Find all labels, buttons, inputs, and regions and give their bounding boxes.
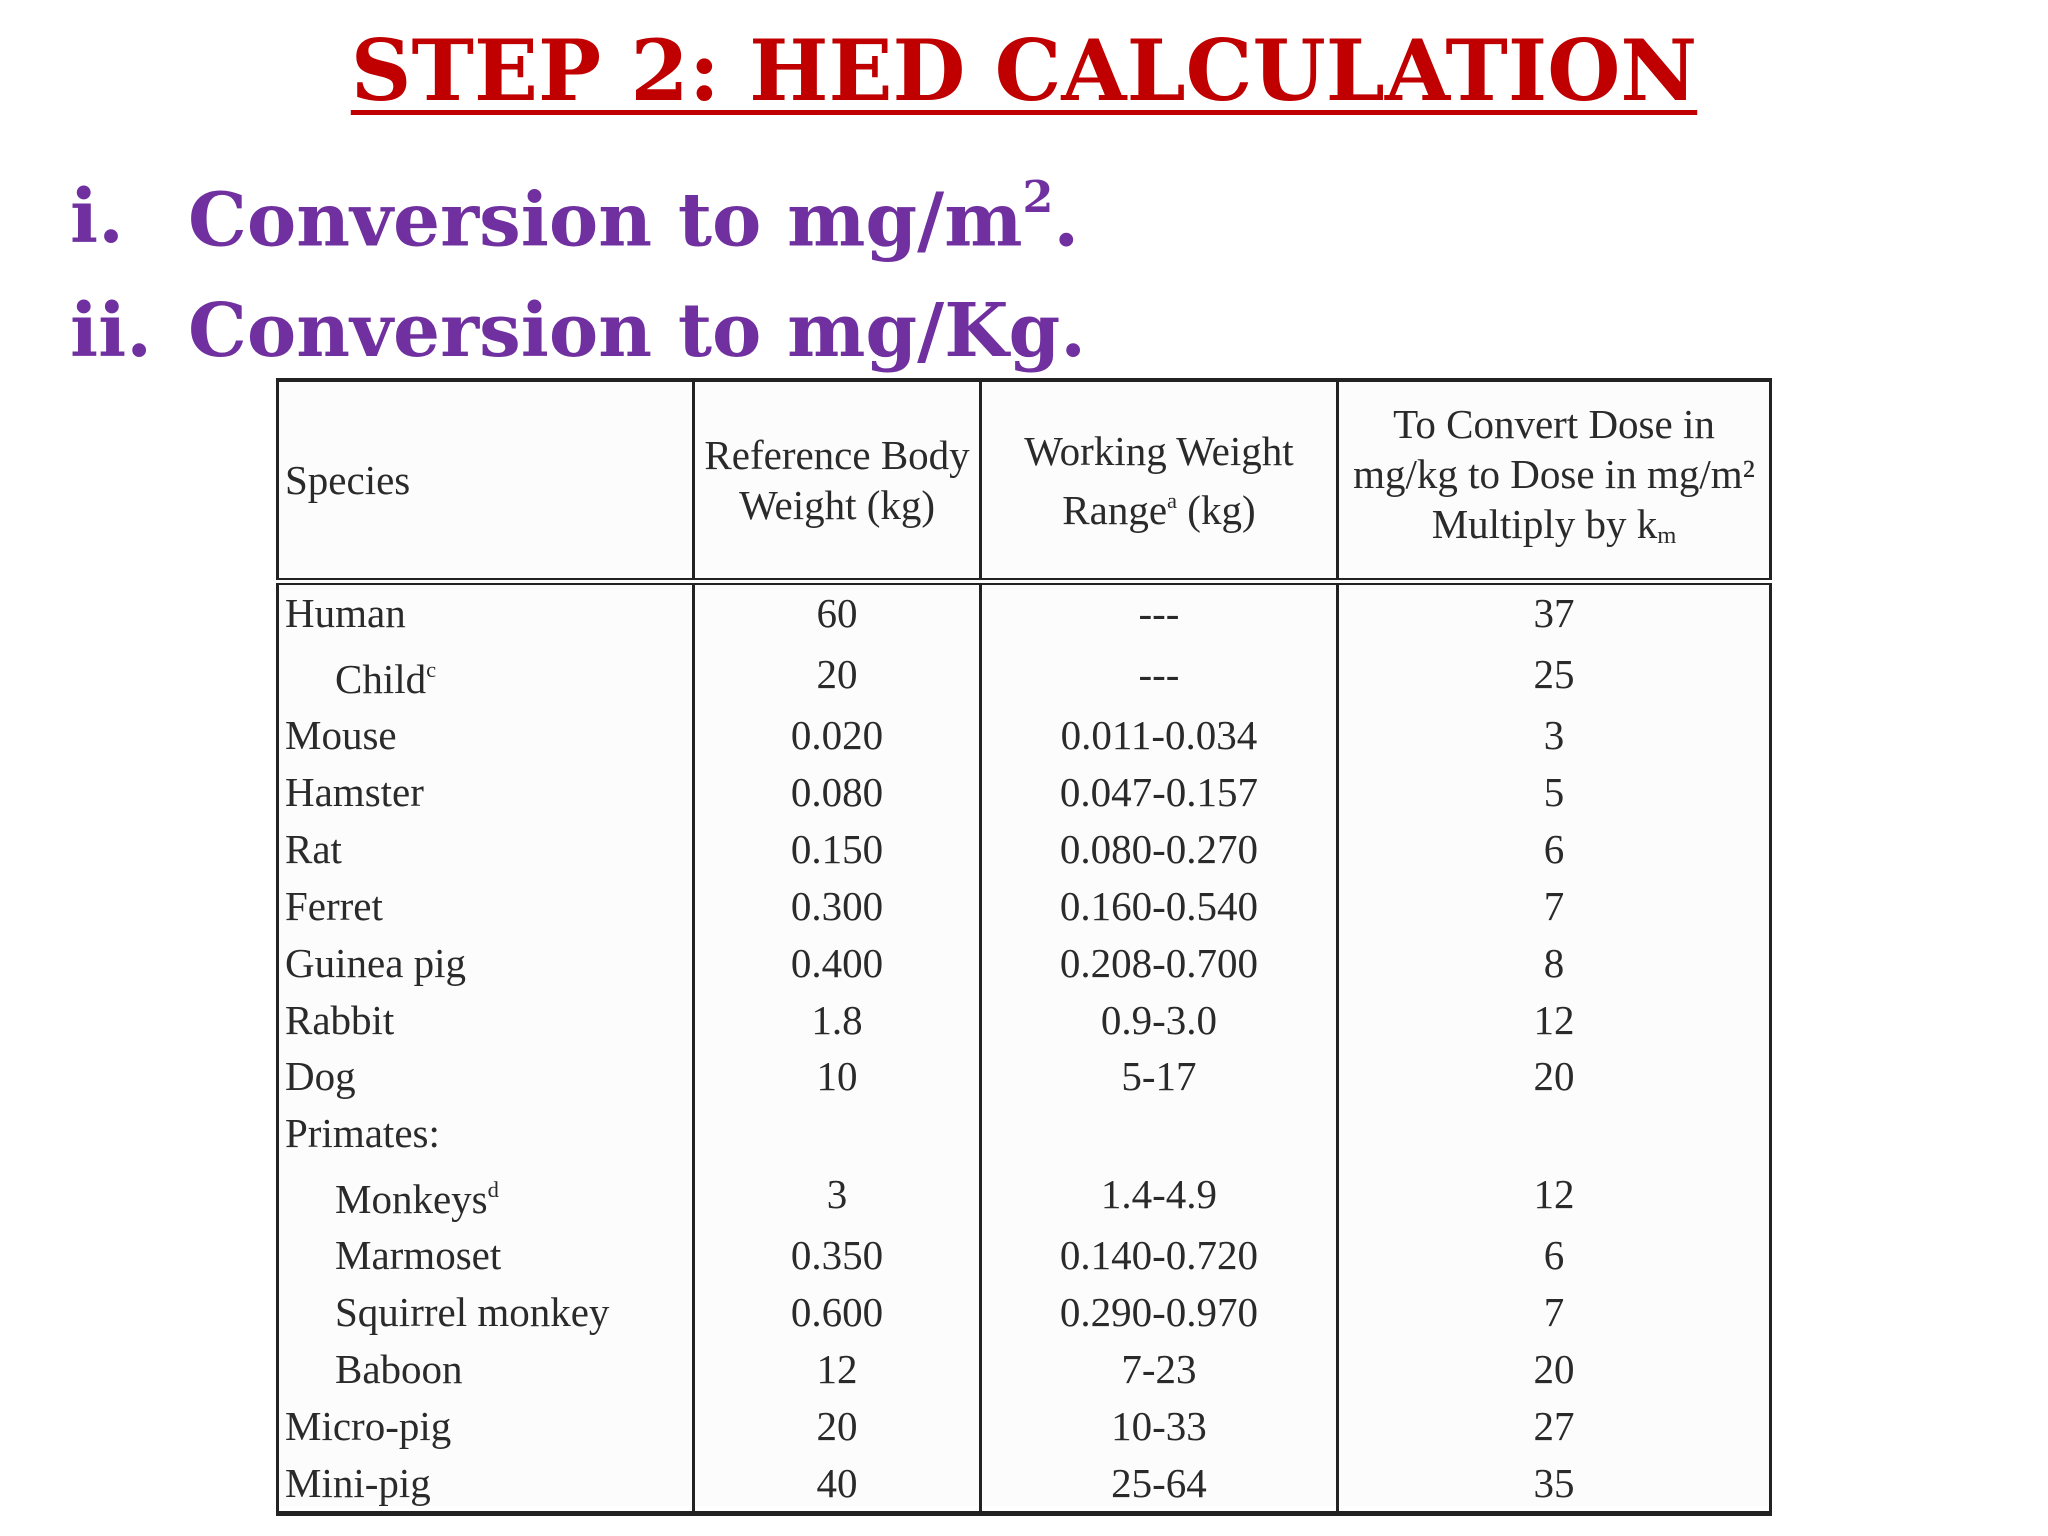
cell-working-range xyxy=(980,1105,1337,1162)
cell-reference-weight: 40 xyxy=(694,1454,981,1513)
table-row xyxy=(278,1340,1771,1397)
species-name: Hamster xyxy=(285,769,424,815)
species-name: Child xyxy=(335,655,427,702)
cell-reference-weight xyxy=(694,1105,981,1162)
table-row xyxy=(278,934,1771,991)
table-row xyxy=(278,1397,1771,1454)
species-name: Ferret xyxy=(285,882,383,929)
table-row xyxy=(278,1283,1771,1340)
cell-species xyxy=(278,820,694,877)
column-header-working-range xyxy=(980,380,1337,582)
cell-working-range: 0.011-0.034 xyxy=(980,707,1337,764)
bullet-text-main: Conversion to mg/Kg. xyxy=(188,288,1087,374)
page-title xyxy=(0,16,2048,126)
bullet-item xyxy=(70,160,1086,274)
cell-reference-weight: 0.400 xyxy=(694,934,981,991)
table-header xyxy=(278,380,1771,582)
species-name: Primates: xyxy=(285,1110,440,1157)
cell-reference-weight: 0.300 xyxy=(694,877,981,934)
cell-km-factor: 7 xyxy=(1338,1283,1771,1340)
species-name: Mouse xyxy=(285,712,397,759)
cell-working-range: 7-23 xyxy=(980,1340,1337,1397)
cell-species xyxy=(278,1454,694,1513)
cell-km-factor: 12 xyxy=(1338,991,1771,1048)
conversion-table-container xyxy=(276,378,1772,1506)
cell-working-range: 0.9-3.0 xyxy=(980,991,1337,1048)
table-row xyxy=(278,1105,1771,1162)
cell-reference-weight: 0.150 xyxy=(694,820,981,877)
footnote-marker: a xyxy=(1167,487,1178,513)
species-name: Marmoset xyxy=(335,1232,502,1279)
bullet-text xyxy=(188,171,1079,263)
cell-km-factor: 5 xyxy=(1338,764,1771,821)
bullet-text-tail: . xyxy=(1053,177,1080,264)
bullet-text xyxy=(188,288,1086,374)
km-subscript: m xyxy=(1657,521,1677,549)
cell-reference-weight: 20 xyxy=(694,642,981,707)
cell-working-range: 0.080-0.270 xyxy=(980,820,1337,877)
table-row xyxy=(278,642,1771,707)
cell-km-factor: 6 xyxy=(1338,1227,1771,1284)
cell-species xyxy=(278,1227,694,1284)
column-header-km-factor xyxy=(1338,380,1771,582)
cell-species xyxy=(278,934,694,991)
cell-species xyxy=(278,1162,694,1227)
cell-working-range: 0.140-0.720 xyxy=(980,1227,1337,1284)
cell-km-factor: 8 xyxy=(1338,934,1771,991)
bullet-number: i. xyxy=(70,174,124,260)
species-name: Guinea pig xyxy=(285,939,467,986)
cell-working-range: 0.047-0.157 xyxy=(980,764,1337,821)
cell-reference-weight: 12 xyxy=(694,1340,981,1397)
table-row xyxy=(278,1227,1771,1284)
footnote-marker: c xyxy=(426,656,437,682)
working-range-label: Working Weight Range xyxy=(1024,427,1294,533)
cell-species xyxy=(278,707,694,764)
cell-species xyxy=(278,764,694,821)
cell-reference-weight: 10 xyxy=(694,1048,981,1105)
bullet-number: ii. xyxy=(70,288,152,374)
cell-km-factor: 6 xyxy=(1338,820,1771,877)
table-body xyxy=(278,582,1771,1514)
cell-working-range: 0.160-0.540 xyxy=(980,877,1337,934)
bullet-superscript: 2 xyxy=(1022,170,1054,223)
species-name: Mini-pig xyxy=(285,1459,431,1506)
cell-reference-weight: 3 xyxy=(694,1162,981,1227)
cell-working-range: 0.208-0.700 xyxy=(980,934,1337,991)
cell-working-range: 25-64 xyxy=(980,1454,1337,1513)
cell-km-factor: 37 xyxy=(1338,582,1771,642)
footnote-marker: d xyxy=(487,1176,499,1202)
bullet-text-main: Conversion to mg/m xyxy=(188,177,1023,264)
table-row xyxy=(278,582,1771,642)
species-name: Rat xyxy=(285,825,342,872)
cell-species xyxy=(278,1340,694,1397)
cell-km-factor xyxy=(1338,1105,1771,1162)
cell-reference-weight: 1.8 xyxy=(694,991,981,1048)
working-range-unit: (kg) xyxy=(1177,486,1256,533)
cell-working-range: --- xyxy=(980,582,1337,642)
cell-reference-weight: 60 xyxy=(694,582,981,642)
table-row xyxy=(278,707,1771,764)
cell-reference-weight: 0.350 xyxy=(694,1227,981,1284)
species-name: Squirrel monkey xyxy=(335,1288,610,1335)
cell-reference-weight: 0.080 xyxy=(694,764,981,821)
table-row xyxy=(278,991,1771,1048)
species-name: Monkeys xyxy=(335,1175,488,1222)
conversion-table xyxy=(276,378,1772,1516)
cell-km-factor: 27 xyxy=(1338,1397,1771,1454)
cell-species xyxy=(278,582,694,642)
column-header-reference-weight: Reference Body Weight (kg) xyxy=(694,380,981,582)
cell-species xyxy=(278,1105,694,1162)
species-name: Micro-pig xyxy=(285,1402,452,1449)
cell-km-factor: 25 xyxy=(1338,642,1771,707)
cell-species xyxy=(278,1397,694,1454)
cell-km-factor: 7 xyxy=(1338,877,1771,934)
table-row xyxy=(278,877,1771,934)
cell-reference-weight: 0.020 xyxy=(694,707,981,764)
cell-km-factor: 20 xyxy=(1338,1340,1771,1397)
page-title-text: STEP 2: HED CALCULATION xyxy=(350,21,1698,120)
table-row xyxy=(278,820,1771,877)
table-row xyxy=(278,1048,1771,1105)
cell-reference-weight: 0.600 xyxy=(694,1283,981,1340)
bullet-item xyxy=(70,274,1086,388)
cell-working-range: 5-17 xyxy=(980,1048,1337,1105)
cell-working-range: 10-33 xyxy=(980,1397,1337,1454)
species-name: Rabbit xyxy=(285,996,395,1043)
cell-working-range: --- xyxy=(980,642,1337,707)
cell-species xyxy=(278,642,694,707)
cell-km-factor: 35 xyxy=(1338,1454,1771,1513)
cell-species xyxy=(278,1048,694,1105)
header-row xyxy=(278,380,1771,582)
cell-working-range: 0.290-0.970 xyxy=(980,1283,1337,1340)
cell-km-factor: 20 xyxy=(1338,1048,1771,1105)
cell-species xyxy=(278,1283,694,1340)
species-name: Human xyxy=(285,590,406,637)
column-header-species: Species xyxy=(278,380,694,582)
table-row xyxy=(278,1454,1771,1513)
cell-working-range: 1.4-4.9 xyxy=(980,1162,1337,1227)
km-label: To Convert Dose in mg/kg to Dose in mg/m² Multiply by k xyxy=(1353,401,1755,548)
cell-species xyxy=(278,877,694,934)
species-name: Dog xyxy=(285,1053,356,1100)
bullet-list xyxy=(70,160,1086,388)
species-name: Baboon xyxy=(335,1345,463,1392)
cell-km-factor: 12 xyxy=(1338,1162,1771,1227)
cell-km-factor: 3 xyxy=(1338,707,1771,764)
cell-reference-weight: 20 xyxy=(694,1397,981,1454)
table-row xyxy=(278,1162,1771,1227)
cell-species xyxy=(278,991,694,1048)
table-row xyxy=(278,764,1771,821)
